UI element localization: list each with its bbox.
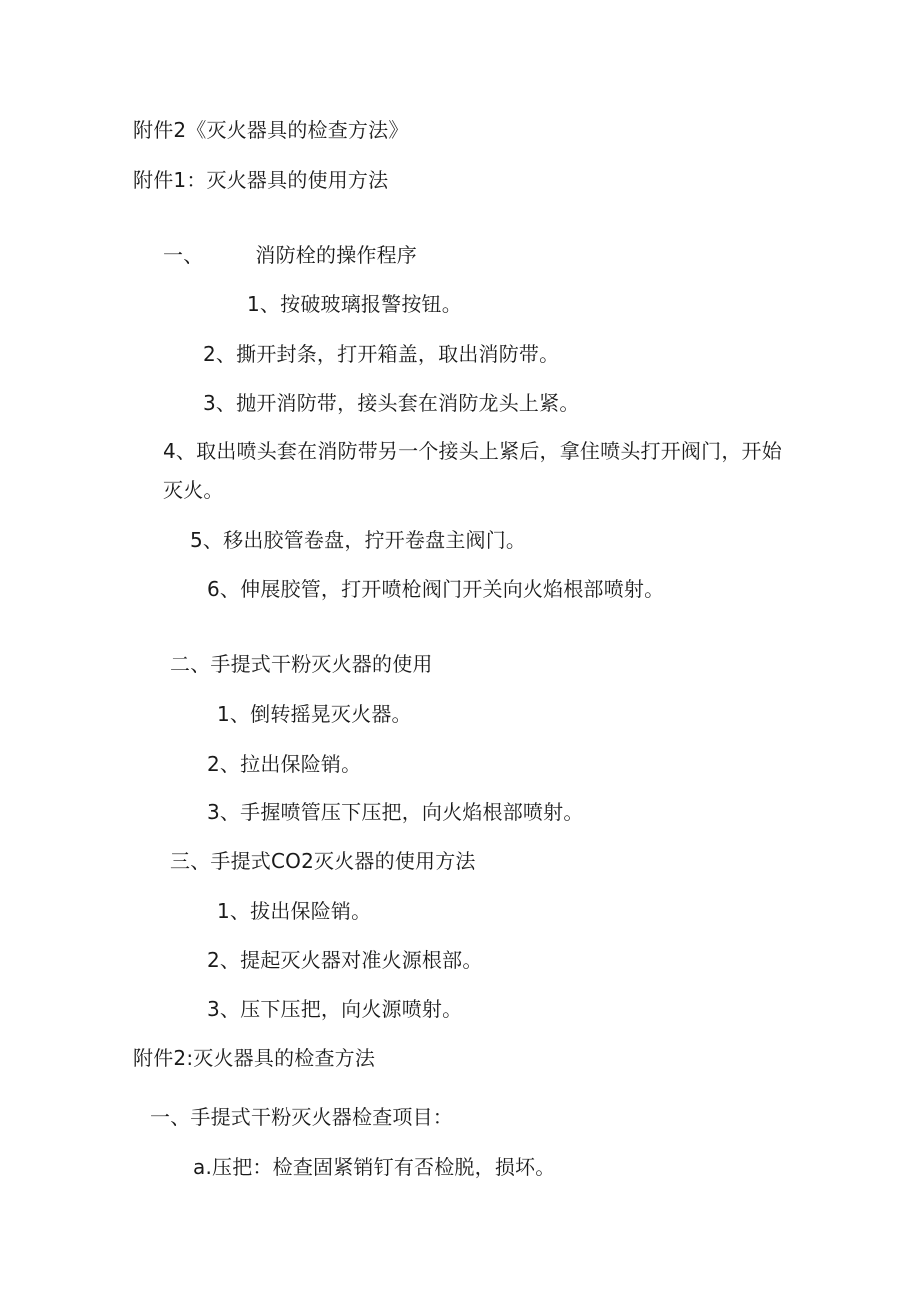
check-item-a: a.压把：检查固紧销钉有否检脱，损坏。	[193, 1155, 556, 1179]
section2-step-3: 3、手握喷管压下压把，向火焰根部喷射。	[207, 800, 584, 824]
section1-step-1: 1、按破玻璃报警按钮。	[247, 292, 462, 316]
title-line: 附件2《灭火器具的检查方法》	[133, 118, 409, 142]
attachment2-title: 附件2:灭火器具的检查方法	[133, 1046, 376, 1070]
section1-step-4-cont: 灭火。	[163, 478, 224, 502]
section1-step-5: 5、移出胶管卷盘，拧开卷盘主阀门。	[190, 528, 527, 552]
attachment1-title: 附件1：灭火器具的使用方法	[133, 168, 389, 192]
section1-heading	[163, 242, 417, 268]
section1-step-2: 2、撕开封条，打开箱盖，取出消防带。	[203, 342, 560, 366]
section1-title: 消防栓的操作程序	[255, 243, 418, 267]
section3-heading: 三、手提式CO2灭火器的使用方法	[170, 849, 476, 873]
section3-step-1: 1、拔出保险销。	[217, 899, 372, 923]
section2-heading: 二、手提式干粉灭火器的使用	[170, 652, 433, 676]
section1-step-4: 4、取出喷头套在消防带另一个接头上紧后，拿住喷头打开阀门，开始	[163, 439, 782, 463]
section1-number: 一、	[163, 243, 204, 267]
section3-step-3: 3、压下压把，向火源喷射。	[207, 997, 463, 1021]
check-section1-heading: 一、手提式干粉灭火器检查项目：	[150, 1105, 453, 1129]
section2-step-1: 1、倒转摇晃灭火器。	[217, 702, 412, 726]
section1-step-6: 6、伸展胶管，打开喷枪阀门开关向火焰根部喷射。	[207, 577, 665, 601]
section1-step-3: 3、抛开消防带，接头套在消防龙头上紧。	[203, 391, 580, 415]
section2-step-2: 2、拉出保险销。	[207, 752, 362, 776]
section3-step-2: 2、提起灭火器对准火源根部。	[207, 948, 483, 972]
